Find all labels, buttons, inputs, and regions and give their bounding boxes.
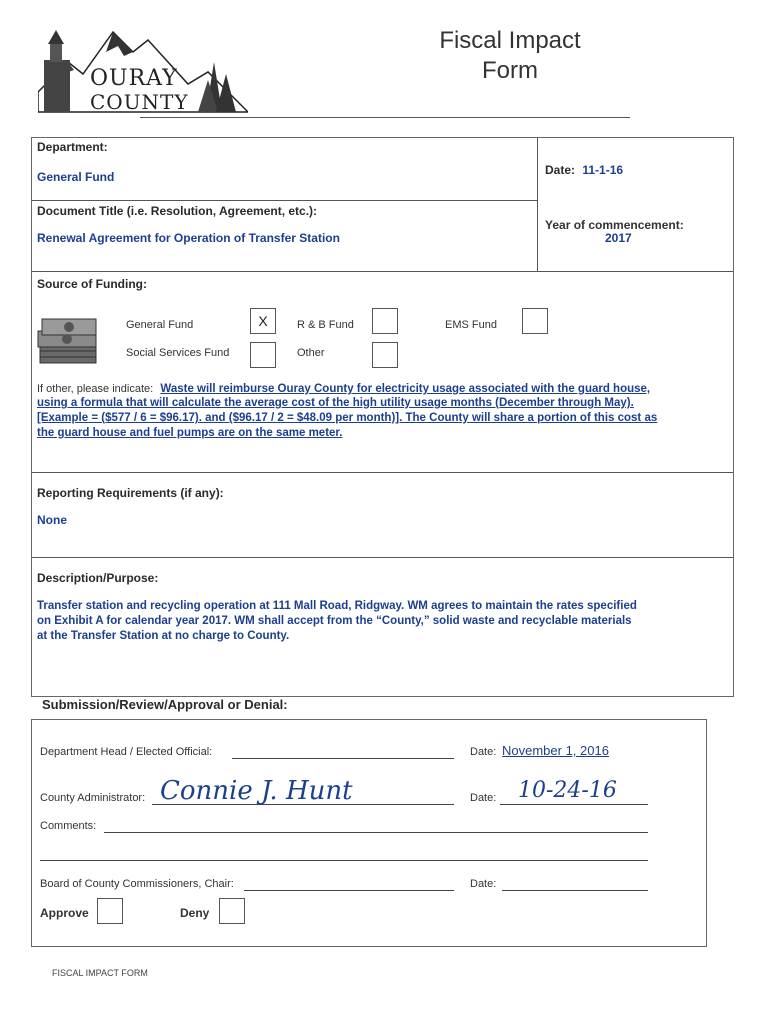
reporting-requirements-value: None [37,513,67,527]
description-line-2: on Exhibit A for calendar year 2017. WM shall accept from the “County,” solid waste and recyclable materials [37,615,632,627]
form-title-line2: Form [482,57,538,84]
row-divider-4 [32,557,733,558]
board-date-label: Date: [470,878,497,890]
county-admin-signature: Connie J. Hunt [160,776,353,806]
dept-date-label: Date: [470,746,497,758]
row-divider-1 [32,200,537,201]
dept-date-value: November 1, 2016 [502,743,609,758]
year-value: 2017 [605,231,632,245]
rb-fund-checkbox[interactable] [372,308,398,334]
board-chair-label: Board of County Commissioners, Chair: [40,878,234,890]
header-rule [140,117,630,118]
if-other-line-3: [Example = ($577 / 6 = $96.17). and ($96.17 / 2 = $48.09 per month)]. The County will share a portion of this cost as [37,412,658,424]
logo-text-ouray: OURAY [90,66,178,91]
if-other-line-4: the guard house and fuel pumps are on the same meter. [37,427,343,439]
year-label: Year of commencement: [545,218,684,232]
column-divider [537,138,538,271]
dept-head-signature-line[interactable] [232,757,454,759]
footer-text: FISCAL IMPACT FORM [52,968,148,978]
date-label: Date: [545,163,576,177]
if-other-line-1: Waste will reimburse Ouray County for electricity usage associated with the guard house, [160,383,651,395]
other-fund-checkbox[interactable] [372,342,398,368]
document-title-label: Document Title (i.e. Resolution, Agreement, etc.): [37,204,318,218]
date-field [545,163,623,177]
general-fund-checkbox[interactable] [250,308,276,334]
county-logo [38,22,248,120]
document-title-value: Renewal Agreement for Operation of Transfer Station [37,231,340,245]
if-other-label: If other, please indicate: [37,383,154,395]
board-chair-signature-line[interactable] [244,889,454,891]
deny-checkbox[interactable] [219,898,245,924]
reporting-requirements-label: Reporting Requirements (if any): [37,486,224,500]
comments-line-1[interactable] [104,831,648,833]
social-services-fund-label: Social Services Fund [126,347,230,359]
other-fund-label: Other [297,347,325,359]
comments-label: Comments: [40,820,97,832]
if-other-text [37,382,727,396]
source-of-funding-label: Source of Funding: [37,277,147,291]
logo-text-county: COUNTY [90,90,189,114]
submission-heading: Submission/Review/Approval or Denial: [42,697,288,712]
social-services-fund-checkbox[interactable] [250,342,276,368]
department-value: General Fund [37,170,115,184]
admin-date-line[interactable] [500,803,648,805]
dept-head-label: Department Head / Elected Official: [40,746,213,758]
comments-line-2[interactable] [40,859,648,861]
description-line-3: at the Transfer Station at no charge to County. [37,630,290,642]
rb-fund-label: R & B Fund [297,319,354,331]
general-fund-check-mark: X [258,313,268,329]
approve-label: Approve [40,906,89,920]
row-divider-2 [32,271,733,272]
ems-fund-label: EMS Fund [445,319,497,331]
board-date-line[interactable] [502,889,648,891]
money-stack-icon [36,313,102,369]
approve-checkbox[interactable] [97,898,123,924]
description-label: Description/Purpose: [37,571,159,585]
description-line-1: Transfer station and recycling operation at 111 Mall Road, Ridgway. WM agrees to maintain the rates specified [37,600,637,612]
ems-fund-checkbox[interactable] [522,308,548,334]
admin-date-value: 10-24-16 [518,778,617,803]
date-value: 11-1-16 [582,163,624,177]
department-label: Department: [37,140,108,154]
general-fund-label: General Fund [126,319,194,331]
admin-date-label: Date: [470,792,497,804]
money-icon-graphic [36,313,102,369]
if-other-line-2: using a formula that will calculate the average cost of the high utility usage months (December through May). [37,397,634,409]
row-divider-3 [32,472,733,473]
deny-label: Deny [180,906,210,920]
form-title-line1: Fiscal Impact [439,27,581,54]
county-admin-label: County Administrator: [40,792,146,804]
